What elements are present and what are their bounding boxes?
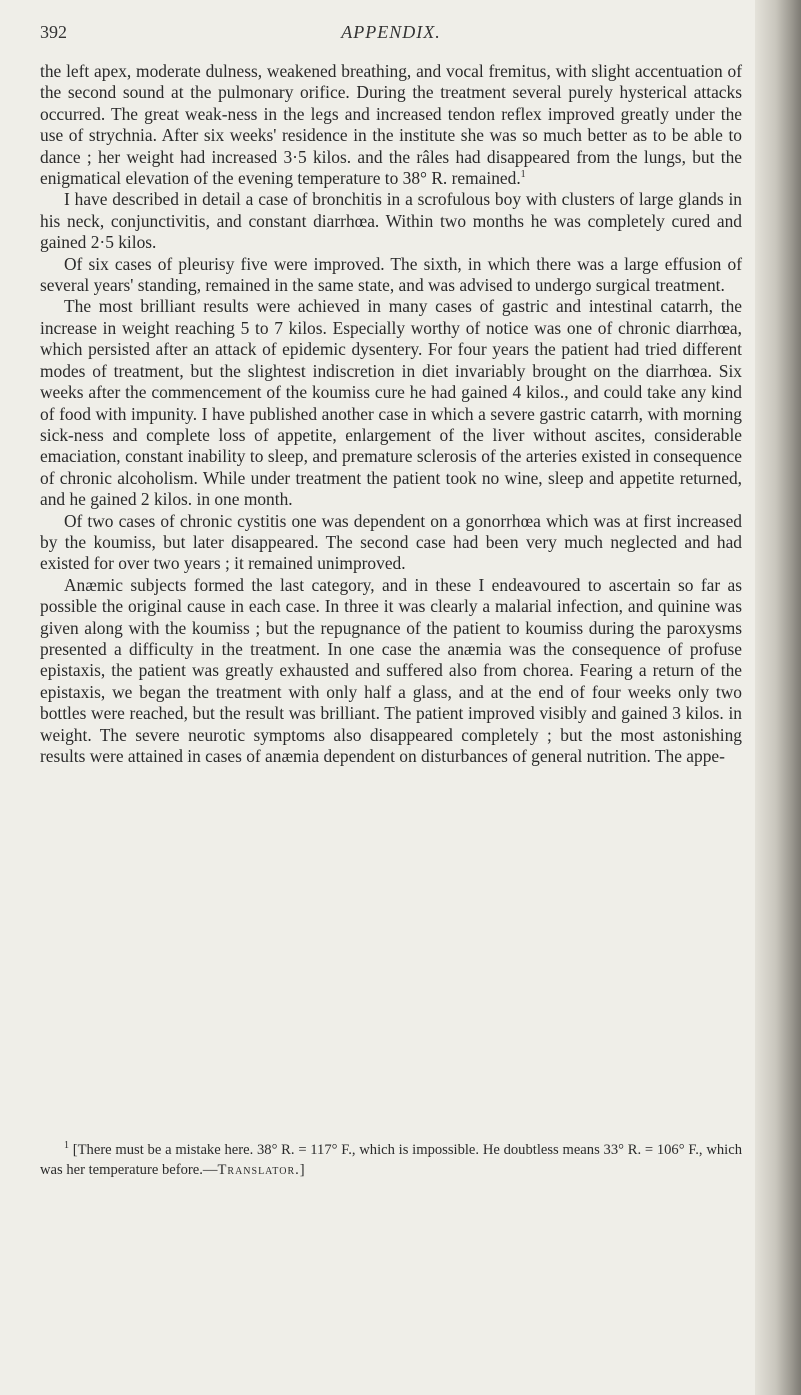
footnote-attribution: Translator.] (217, 1161, 306, 1178)
paragraph-4: The most brilliant results were achieved in many cases of gastric and intestinal catarrh, the increase in weight reaching 5 to 7 kilos. Especially worthy of notice was one of chronic diarrhœa, which persisted after an attack of epidemic dysentery. For four years the patient had tried different modes of treatment, but the slightest indiscretion in diet invariably brought on the diarrhœa. Six weeks after the commencement of the koumiss cure he had gained 4 kilos., and could take any kind of food with impunity. I have published another case in which a severe gastric catarrh, with morning sick-ness and complete loss of appetite, enlargement of the liver without ascites, considerable emaciation, constant inability to sleep, and premature sclerosis of the arteries existed in consequence of chronic alcoholism. While under treatment the patient took no wine, sleep and appetite returned, and he gained 2 kilos. in one month. (40, 296, 742, 510)
running-title: APPENDIX. (341, 22, 441, 42)
footnote-mark: 1 (64, 1140, 69, 1152)
page-number: 392 (40, 22, 67, 42)
paragraph-1 (40, 61, 742, 189)
page-edge-shadow (755, 0, 801, 1395)
paragraph-2: I have described in detail a case of bronchitis in a scrofulous boy with clusters of large glands in his neck, conjunctivitis, and constant diarrhœa. Within two months he was completely cured and gained 2·5 kilos. (40, 189, 742, 253)
body-text (40, 61, 742, 767)
paragraph-6: Anæmic subjects formed the last category, and in these I endeavoured to ascertain so far as possible the original cause in each case. In three it was clearly a malarial infection, and quinine was given along with the koumiss ; but the repugnance of the patient to koumiss during the paroxysms presented a difficulty in the treatment. In one case the anæmia was the consequence of profuse epistaxis, the patient was greatly exhausted and suffered also from chorea. Fearing a return of the epistaxis, we began the treatment with only half a glass, and at the end of four weeks only two bottles were reached, but the result was brilliant. The patient improved visibly and gained 3 kilos. in weight. The severe neurotic symptoms also disappeared completely ; but the most astonishing results were attained in cases of anæmia dependent on disturbances of general nutrition. The appe- (40, 574, 742, 766)
paragraph-5: Of two cases of chronic cystitis one was dependent on a gonorrhœa which was at first increased by the koumiss, but later disappeared. The second case had been very much neglected and had existed for over two years ; it remained unimproved. (40, 510, 742, 574)
footnote-1 (40, 1141, 742, 1180)
footnote-reference: 1 (520, 169, 526, 181)
paragraph-3: Of six cases of pleurisy five were improved. The sixth, in which there was a large effusion of several years' standing, remained in the same state, and was advised to undergo surgical treatment. (40, 253, 742, 296)
page-header (40, 22, 742, 46)
footnote-text: [There must be a mistake here. 38° R. = 117° F., which is impossible. He doubtless means 33° R. = 106° F., which was her temperature before.— (40, 1142, 742, 1178)
paragraph-1-text: the left apex, moderate dulness, weakened breathing, and vocal fremitus, with slight accentuation of the second sound at the pulmonary orifice. During the treatment several purely hysterical attacks occurred. The great weak-ness in the legs and increased tendon reflex improved greatly under the use of strychnia. After six weeks' residence in the institute she was so much better as to be able to dance ; her weight had increased 3·5 kilos. and the râles had disappeared from the lungs, but the enigmatical elevation of the evening temperature to 38° R. remained. (40, 61, 742, 189)
footnotes (40, 1141, 742, 1180)
